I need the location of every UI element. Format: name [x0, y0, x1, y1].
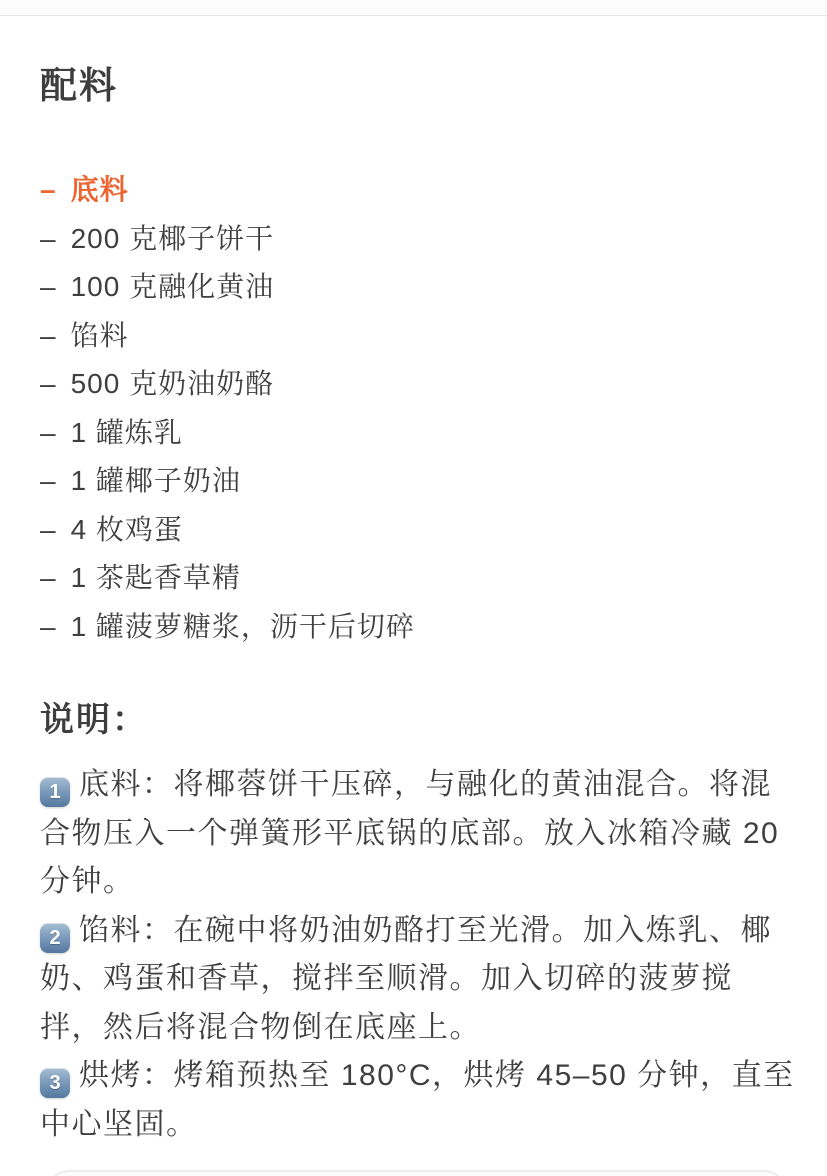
instructions-steps [40, 761, 795, 1149]
instructions-title: 说明： [40, 701, 148, 739]
ingredient-text: 馅料 [70, 319, 129, 351]
step-text: 底料：将椰蓉饼干压碎，与融化的黄油混合。将混合物压入一个弹簧形平底锅的底部。放入冰箱冷藏 20 分钟。 [40, 768, 780, 898]
ingredient-item [40, 554, 795, 603]
ingredient-item [40, 312, 795, 361]
ingredient-text: 100 克融化黄油 [70, 271, 275, 302]
list-dash: – [40, 610, 57, 642]
list-dash: – [40, 319, 57, 351]
list-dash: – [40, 174, 57, 205]
top-divider [0, 0, 827, 16]
ingredient-text: 500 克奶油奶酪 [70, 368, 275, 399]
step-number-badge: 1 [40, 777, 70, 807]
step-number-badge: 2 [40, 923, 70, 953]
ingredient-text: 1 茶匙香草精 [70, 562, 241, 593]
list-dash: – [40, 271, 57, 302]
ingredient-item [40, 360, 795, 409]
list-dash: – [40, 562, 57, 593]
ingredient-item [40, 263, 795, 312]
step-text: 馅料：在碗中将奶油奶酪打至光滑。加入炼乳、椰奶、鸡蛋和香草，搅拌至顺滑。加入切碎的菠萝搅拌，然后将混合物倒在底座上。 [40, 913, 772, 1044]
ingredient-text: 200 克椰子饼干 [70, 222, 275, 254]
ingredient-item [40, 166, 795, 215]
step-number-badge: 3 [40, 1068, 70, 1098]
ingredient-item [40, 603, 795, 652]
ingredient-text: 4 枚鸡蛋 [70, 513, 183, 545]
list-dash: – [40, 222, 57, 254]
instruction-step [40, 761, 795, 907]
list-dash: – [40, 416, 57, 448]
ingredient-text: 1 罐椰子奶油 [70, 465, 241, 496]
ingredients-list [40, 166, 795, 651]
list-dash: – [40, 368, 57, 399]
ingredient-item [40, 215, 795, 264]
ingredient-item [40, 457, 795, 506]
ingredient-text: 1 罐炼乳 [70, 416, 183, 448]
recipe-content [0, 66, 827, 1149]
ingredient-item [40, 409, 795, 458]
ingredients-title: 配料 [40, 65, 118, 106]
instruction-step [40, 1052, 795, 1149]
instruction-step [40, 907, 795, 1053]
step-text: 烘烤：烤箱预热至 180°C，烘烤 45–50 分钟，直至中心坚固。 [40, 1059, 795, 1141]
next-card-top-edge [44, 1170, 789, 1176]
ingredient-text: 1 罐菠萝糖浆，沥干后切碎 [70, 610, 415, 642]
list-dash: – [40, 465, 57, 496]
ingredient-text: 底料 [70, 174, 129, 205]
list-dash: – [40, 513, 57, 545]
ingredient-item [40, 506, 795, 555]
